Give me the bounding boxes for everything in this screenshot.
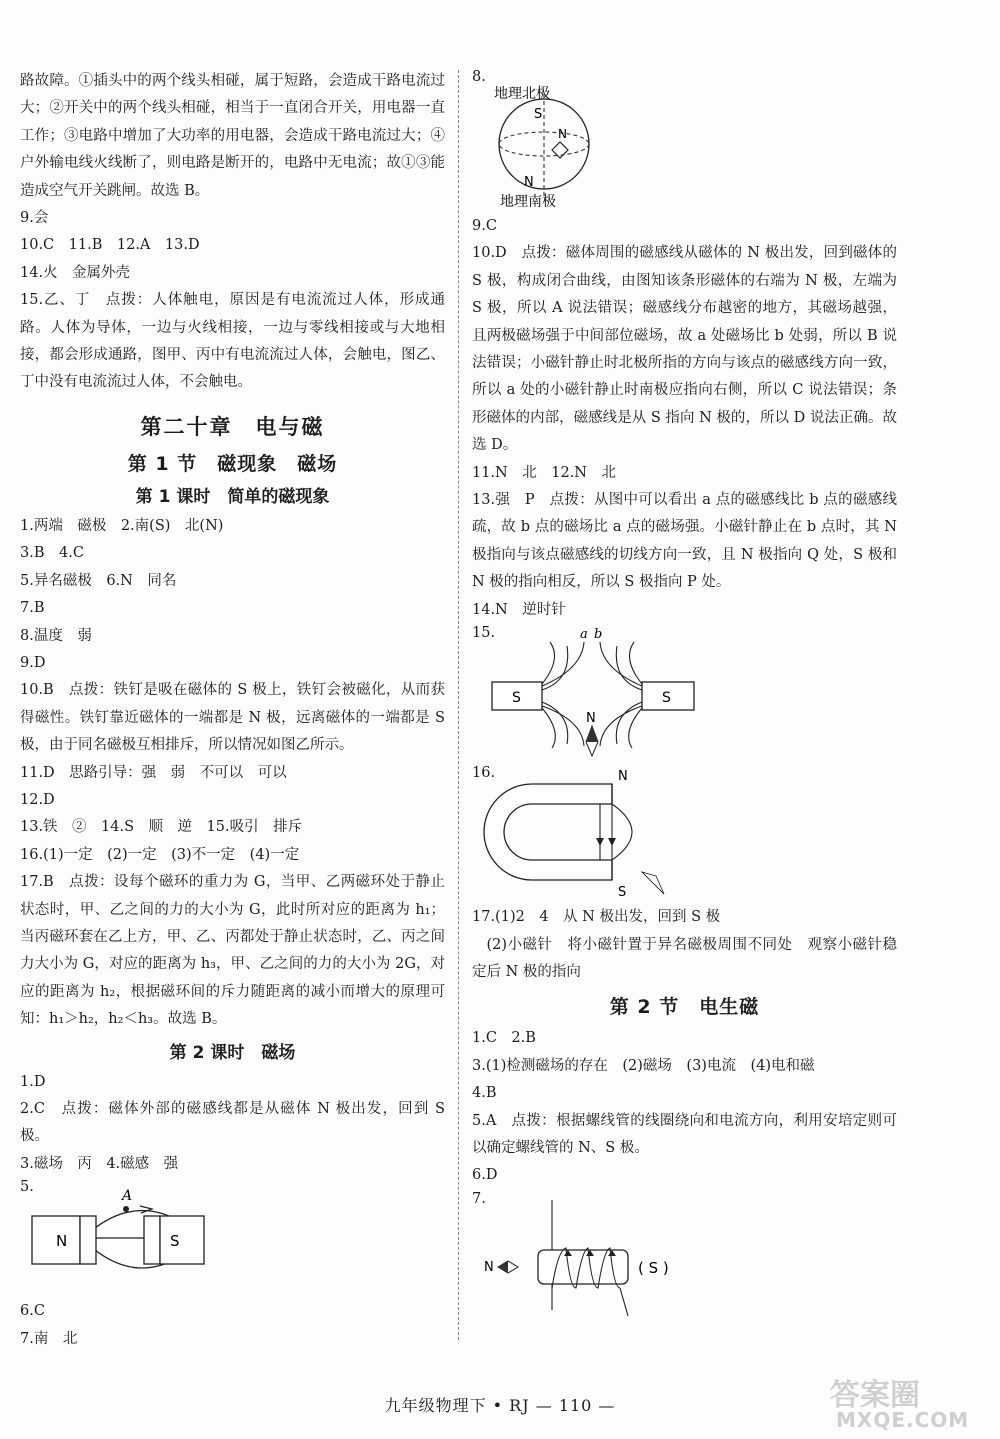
answer-10: 10.D 点拨：磁体周围的磁感线从磁体的 N 极出发，回到磁体的 S 极，构成闭合曲线，由图知该条形磁体的右端为 N 极，左端为 S 极，所以 A 说法错误；磁感线分布越密的地方，其磁场越强，且两极磁场强于中间部位磁场，故 a 处磁场比 b 处弱，所以 B 说法错误；小磁针静止时北极所指的方向与该点的磁感线方向一致，所以 a 处的小磁针静止时南极应指向右侧，所以 C 说法错误；条形磁体的内部，磁感线是从 S 指向 N 极的，所以 D 说法正确。故选 D。 <box>472 245 897 454</box>
right-s-pole-label: S <box>662 690 671 707</box>
lesson2-answer-7: 7.南 北 <box>20 1330 78 1347</box>
answer-11-12: 11.N 北 12.N 北 <box>472 464 616 481</box>
section2-answer-5: 5.A 点拨：根据螺线管的线圈绕向和电流方向，利用安培定则可以确定螺线管的 N、S 极。 <box>472 1112 897 1156</box>
left-s-pole-label: S <box>512 690 521 707</box>
lesson1-answer-8: 8.温度 弱 <box>20 627 92 644</box>
s-pole-label: ( S ) <box>638 1258 669 1277</box>
lesson-title: 第 2 课时 磁场 <box>169 1042 296 1063</box>
section-title: 第 1 节 磁现象 磁场 <box>127 452 338 475</box>
section-title: 第 2 节 电生磁 <box>609 996 760 1019</box>
section2-answer-3: 3.(1)检测磁场的存在 (2)磁场 (3)电流 (4)电和磁 <box>472 1057 815 1074</box>
figure-15 <box>472 624 897 764</box>
figure-15-label: 15. <box>472 625 496 642</box>
lesson1-answer-9: 9.D <box>20 654 46 671</box>
lesson2-answer-2: 2.C 点拨：磁体外部的磁感线都是从磁体 N 极出发，回到 S 极。 <box>20 1101 445 1145</box>
figure-7 <box>472 1190 897 1320</box>
right-column <box>472 68 897 1320</box>
figure-16 <box>472 764 897 904</box>
lesson1-answer-10: 10.B 点拨：铁钉是吸在磁体的 S 极上，铁钉会被磁化，从而获得磁性。铁钉靠近磁体的一端都是 N 极，远离磁体的一端都是 S 极，由于同名磁极互相排斥，所以情况如图乙所示。 <box>20 682 445 754</box>
page-footer: 九年级物理下 • RJ — 110 — <box>384 1396 616 1415</box>
left-column <box>20 68 445 1353</box>
section2-answer-6: 6.D <box>472 1167 498 1184</box>
n-pole-label: N <box>484 1259 494 1275</box>
figure-5 <box>20 1178 445 1298</box>
answer-15: 15.乙、丁 点拨：人体触电，原因是有电流流过人体，形成通路。人体为导体，一边与火线相接，一边与零线相接或与大地相接，都会形成通路，图甲、丙中有电流流过人体，会触电，图乙、丁中没有电流流过人体，不会触电。 <box>20 292 445 391</box>
lesson1-answer-7: 7.B <box>20 600 45 617</box>
chapter-title: 第二十章 电与磁 <box>140 414 325 439</box>
section2-answer-4: 4.B <box>472 1085 497 1102</box>
figure-7-label: 7. <box>472 1190 486 1207</box>
point-b-label: b <box>594 627 603 643</box>
watermark-logo: 答案圈 <box>830 1378 920 1413</box>
lesson1-answer-3: 3.B 4.C <box>20 545 84 562</box>
lesson1-answer-17: 17.B 点拨：设每个磁环的重力为 G，当甲、乙两磁环处于静止状态时，甲、乙之间的力的大小为 G，此时所对应的距离为 h₁；当丙磁环套在乙上方，甲、乙、丙都处于静止状态时，乙、丙之间力大小为 G，对应的距离为 h₃，甲、乙之间的力的大小为 2G，对应的距离为 h₂，根据磁环间的斥力随距离的减小而增大的原理可知：h₁＞h₂，h₂＜h₃。故选 B。 <box>20 874 445 1028</box>
answer-17-2: (2)小磁针 将小磁针置于异名磁极周围不同处 观察小磁针稳定后 N 极的指向 <box>472 936 897 980</box>
solenoid-figure <box>472 1190 712 1320</box>
lesson2-answer-3: 3.磁场 丙 4.磁感 强 <box>20 1155 179 1172</box>
earth-magnetic-field-figure <box>472 68 672 213</box>
magnetic-s-label: S <box>534 107 543 122</box>
point-a-label: a <box>580 627 588 643</box>
bar-magnets-figure <box>20 1178 240 1298</box>
n-pole-label: N <box>618 769 628 785</box>
answer-17-1: 17.(1)2 4 从 N 极出发，回到 S 极 <box>472 909 721 926</box>
answer-9: 9.会 <box>20 210 49 227</box>
lesson1-answer-11: 11.D 思路引导：强 弱 不可以 可以 <box>20 764 287 781</box>
figure-8-label: 8. <box>472 69 486 85</box>
answer-13: 13.强 P 点拨：从图中可以看出 a 点的磁感线比 b 点的磁感线疏，故 b 点的磁场比 a 点的磁场强。小磁针静止在 b 点时，其 N 极指向与该点磁感线的切线方向一致，且 N 极指向 Q 处，S 极和 N 极的指向相反，所以 S 极指向 P 处。 <box>472 492 897 591</box>
lesson1-answer-1: 1.两端 磁极 2.南(S) 北(N) <box>20 517 224 534</box>
point-a-label: A <box>122 1188 133 1205</box>
section2-answer-1: 1.C 2.B <box>472 1030 536 1047</box>
answer-14: 14.火 金属外壳 <box>20 264 131 281</box>
figure-5-label: 5. <box>20 1179 34 1196</box>
lesson2-answer-6: 6.C <box>20 1303 45 1320</box>
needle-n-label: N <box>558 127 567 141</box>
figure-16-label: 16. <box>472 765 496 782</box>
geographic-south-label: 地理南极 <box>500 194 556 210</box>
column-divider <box>458 70 459 1340</box>
answer-9: 9.C <box>472 218 497 234</box>
u-magnet-figure <box>472 764 712 904</box>
lesson1-answer-16: 16.(1)一定 (2)一定 (3)不一定 (4)一定 <box>20 846 300 863</box>
lesson2-answer-1: 1.D <box>20 1073 46 1090</box>
lesson1-answer-5: 5.异名磁极 6.N 同名 <box>20 572 177 589</box>
lesson1-answer-12: 12.D <box>20 791 55 808</box>
answer-10-13: 10.C 11.B 12.A 13.D <box>20 237 200 254</box>
answer-paragraph: 路故障。①插头中的两个线头相碰，属于短路，会造成干路电流过大；②开关中的两个线头相碰，相当于一直闭合开关，用电器一直工作；③电路中增加了大功率的用电器，会造成干路电流过大；④户外输电线火线断了，则电路是断开的，电路中无电流；故①③能造成空气开关跳闸。故选 B。 <box>20 73 445 199</box>
s-pole-label: S <box>170 1232 180 1251</box>
lesson1-answer-13: 13.铁 ② 14.S 顺 逆 15.吸引 排斥 <box>20 819 303 836</box>
s-pole-label: S <box>618 885 627 901</box>
watermark-url: MXQE.COM <box>836 1408 970 1432</box>
magnetic-n-label: N <box>524 175 534 190</box>
answer-14: 14.N 逆时针 <box>472 601 566 618</box>
needle-n-label: N <box>586 711 596 727</box>
n-pole-label: N <box>56 1232 68 1251</box>
like-poles-field-figure <box>472 624 712 764</box>
lesson-title: 第 1 课时 简单的磁现象 <box>135 486 330 507</box>
geographic-north-label: 地理北极 <box>494 86 550 102</box>
figure-8 <box>472 68 897 213</box>
